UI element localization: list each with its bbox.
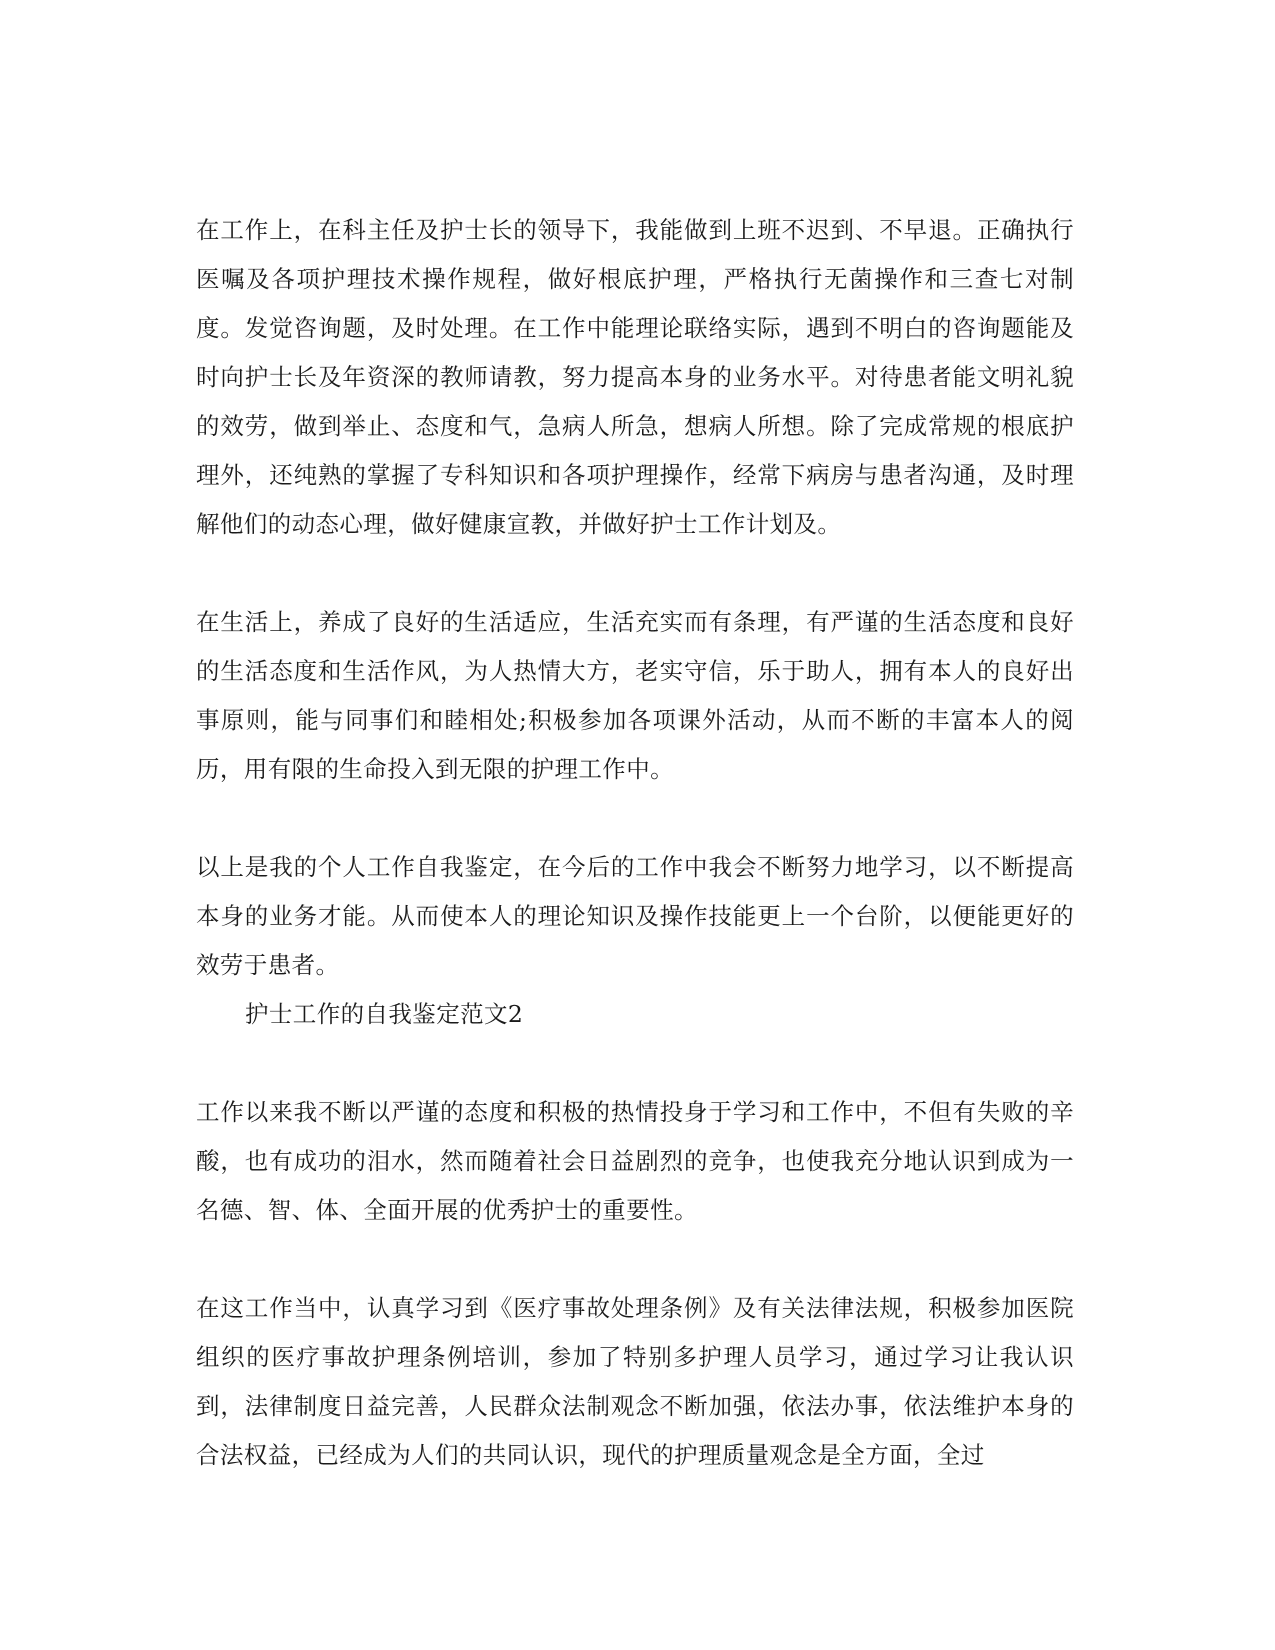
section-heading: 护士工作的自我鉴定范文2 (245, 1000, 524, 1028)
paragraph-intro-2: 工作以来我不断以严谨的态度和积极的热情投身于学习和工作中，不但有失败的辛酸，也有成功的泪水，然而随着社会日益剧烈的竞争，也使我充分地认识到成为一名德、智、体、全面开展的优秀护士的重要性。 (196, 1098, 1074, 1224)
document-body (196, 206, 1074, 1480)
paragraph-work: 在工作上，在科主任及护士长的领导下，我能做到上班不迟到、不早退。正确执行医嘱及各项护理技术操作规程，做好根底护理，严格执行无菌操作和三查七对制度。发觉咨询题，及时处理。在工作中能理论联络实际，遇到不明白的咨询题能及时向护士长及年资深的教师请教，努力提高本身的业务水平。对待患者能文明礼貌的效劳，做到举止、态度和气，急病人所急，想病人所想。除了完成常规的根底护理外，还纯熟的掌握了专科知识和各项护理操作，经常下病房与患者沟通，及时理解他们的动态心理，做好健康宣教，并做好护士工作计划及。 (196, 216, 1074, 538)
paragraph-life: 在生活上，养成了良好的生活适应，生活充实而有条理，有严谨的生活态度和良好的生活态度和生活作风，为人热情大方，老实守信，乐于助人，拥有本人的良好出事原则，能与同事们和睦相处;积极参加各项课外活动，从而不断的丰富本人的阅历，用有限的生命投入到无限的护理工作中。 (196, 608, 1074, 783)
paragraph-law-study: 在这工作当中，认真学习到《医疗事故处理条例》及有关法律法规，积极参加医院组织的医疗事故护理条例培训，参加了特别多护理人员学习，通过学习让我认识到，法律制度日益完善，人民群众法制观念不断加强，依法办事，依法维护本身的合法权益，已经成为人们的共同认识，现代的护理质量观念是全方面，全过 (196, 1294, 1074, 1469)
paragraph-summary: 以上是我的个人工作自我鉴定，在今后的工作中我会不断努力地学习，以不断提高本身的业务才能。从而使本人的理论知识及操作技能更上一个台阶，以便能更好的效劳于患者。 (196, 853, 1074, 979)
